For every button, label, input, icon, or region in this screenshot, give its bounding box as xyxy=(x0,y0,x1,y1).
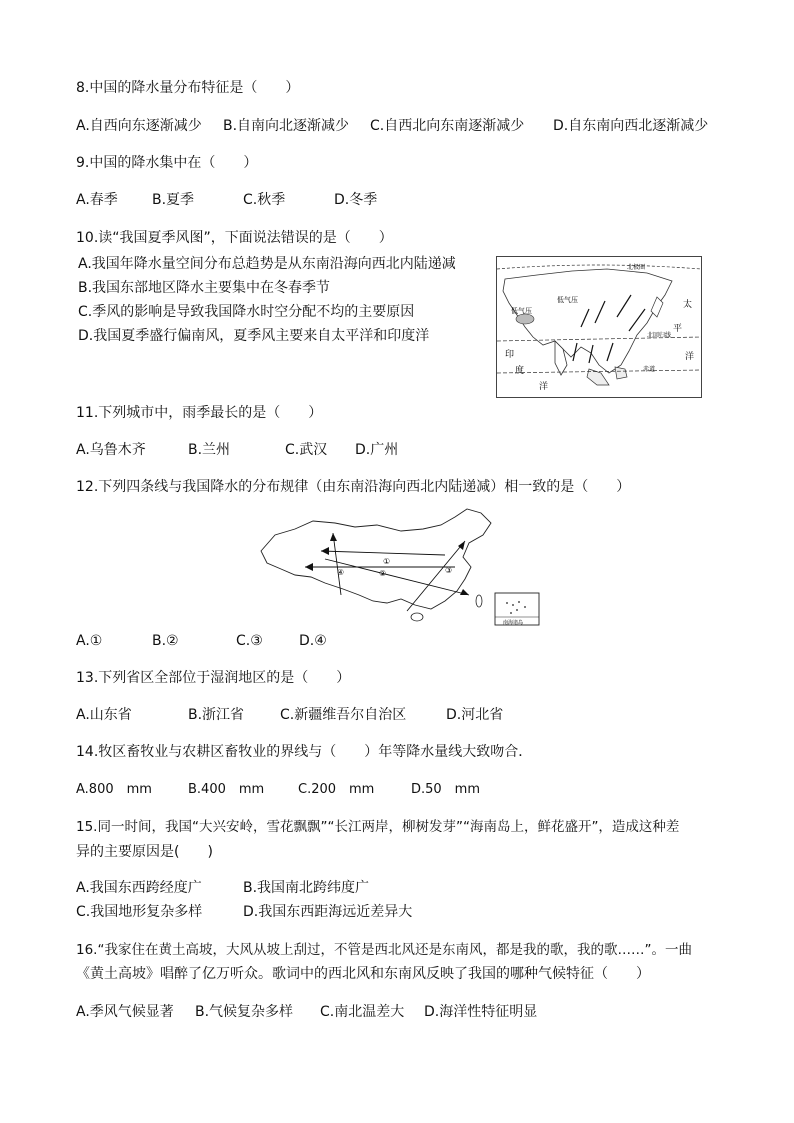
q16-option-a: A.季风气候显著 xyxy=(76,1004,174,1020)
line-label-3: ③ xyxy=(445,566,453,575)
q10-option-a: A.我国年降水量空间分布总趋势是从东南沿海向西北内陆递减 xyxy=(78,256,456,272)
line-label-1: ① xyxy=(383,557,391,566)
q13-stem: 13.下列省区全部位于湿润地区的是（ ） xyxy=(76,670,351,686)
q12-stem: 12.下列四条线与我国降水的分布规律（由东南沿海向西北内陆递减）相一致的是（ ） xyxy=(76,479,631,495)
q13-option-c: C.新疆维吾尔自治区 xyxy=(280,707,407,723)
summer-monsoon-map xyxy=(496,256,702,398)
arrowhead xyxy=(460,589,469,595)
q9-stem: 9.中国的降水集中在（ ） xyxy=(76,155,258,171)
q12-option-a: A.① xyxy=(76,633,103,649)
china-precipitation-map xyxy=(255,505,545,627)
q8-option-c: C.自西北向东南逐渐减少 xyxy=(370,118,525,134)
q14-option-b: B.400 mm xyxy=(188,782,265,797)
q16-stem-line1: 16.“我家住在黄土高坡，大风从坡上刮过，不管是西北风还是东南风，都是我的歌，我的歌……”。一曲 xyxy=(76,942,692,958)
q16-option-b: B.气候复杂多样 xyxy=(195,1004,294,1020)
q9-option-a: A.春季 xyxy=(76,192,118,208)
q14-option-c: C.200 mm xyxy=(298,782,375,797)
islands xyxy=(615,367,627,379)
pacific-label: 平 xyxy=(673,324,683,334)
pacific-label: 洋 xyxy=(685,352,695,362)
q12-option-d: D.④ xyxy=(299,633,327,649)
q15-option-d: D.我国东西距海远近差异大 xyxy=(243,904,413,920)
q13-option-d: D.河北省 xyxy=(446,707,504,723)
equator-label: 赤道 xyxy=(643,366,656,373)
q16-option-d: D.海洋性特征明显 xyxy=(424,1004,538,1020)
line-label-2: ② xyxy=(379,569,387,578)
q12-option-b: B.② xyxy=(152,633,179,649)
q11-option-b: B.兰州 xyxy=(188,442,231,458)
q11-option-a: A.乌鲁木齐 xyxy=(76,442,146,458)
q14-option-a: A.800 mm xyxy=(76,782,152,797)
q14-option-d: D.50 mm xyxy=(411,782,481,797)
indian-ocean-label: 印 xyxy=(505,350,515,360)
q13-option-b: B.浙江省 xyxy=(188,707,245,723)
taiwan-island xyxy=(476,595,482,607)
q15-stem-line1: 15.同一时间，我国“大兴安岭，雪花飘飘”“长江两岸，柳树发芽”“海南岛上，鲜花盛开”，造成这种差 xyxy=(76,819,680,835)
inset-label: 南海诸岛 xyxy=(503,620,524,626)
q10-stem: 10.读“我国夏季风图”，下面说法错误的是（ ） xyxy=(76,230,393,246)
q8-option-d: D.自东南向西北逐渐减少 xyxy=(553,118,709,134)
arctic-circle-label: 北极圈 xyxy=(627,264,646,271)
q11-option-d: D.广州 xyxy=(355,442,399,458)
q10-option-b: B.我国东部地区降水主要集中在冬春季节 xyxy=(78,280,331,296)
q10-option-c: C.季风的影响是导致我国降水时空分配不均的主要原因 xyxy=(78,304,415,320)
q8-option-b: B.自南向北逐渐减少 xyxy=(223,118,350,134)
tropic-label: 北回归线 xyxy=(647,332,672,339)
q16-option-c: C.南北温差大 xyxy=(320,1004,405,1020)
hainan-island xyxy=(411,613,423,621)
q14-stem: 14.牧区畜牧业与农耕区畜牧业的界线与（ ）年等降水量线大致吻合． xyxy=(76,744,533,760)
q8-stem: 8.中国的降水量分布特征是（ ） xyxy=(76,80,300,96)
indian-ocean-label: 洋 xyxy=(539,382,549,392)
low-pressure-label: 低气压 xyxy=(511,307,532,315)
q9-option-b: B.夏季 xyxy=(152,192,195,208)
q9-option-c: C.秋季 xyxy=(243,192,286,208)
low-pressure-label: 低气压 xyxy=(557,296,578,304)
q9-option-d: D.冬季 xyxy=(334,192,378,208)
q12-option-c: C.③ xyxy=(236,633,263,649)
q11-option-c: C.武汉 xyxy=(285,442,328,458)
china-outline xyxy=(261,509,491,609)
q15-option-a: A.我国东西跨经度广 xyxy=(76,880,202,896)
indian-ocean-label: 度 xyxy=(515,366,525,376)
q15-stem-line2: 异的主要原因是( ) xyxy=(76,844,213,860)
q8-option-a: A.自西向东逐渐减少 xyxy=(76,118,202,134)
plateau-shading xyxy=(516,314,534,324)
line-label-4: ④ xyxy=(337,568,345,577)
q16-stem-line2: 《黄土高坡》唱醉了亿万听众。歌词中的西北风和东南风反映了我国的哪种气候特征（ ） xyxy=(76,966,650,982)
q10-option-d: D.我国夏季盛行偏南风，夏季风主要来自太平洋和印度洋 xyxy=(78,328,430,344)
pacific-label: 太 xyxy=(683,300,693,310)
q15-option-c: C.我国地形复杂多样 xyxy=(76,904,203,920)
q13-option-a: A.山东省 xyxy=(76,707,132,723)
q15-option-b: B.我国南北跨纬度广 xyxy=(243,880,370,896)
q11-stem: 11.下列城市中，雨季最长的是（ ） xyxy=(76,405,323,421)
